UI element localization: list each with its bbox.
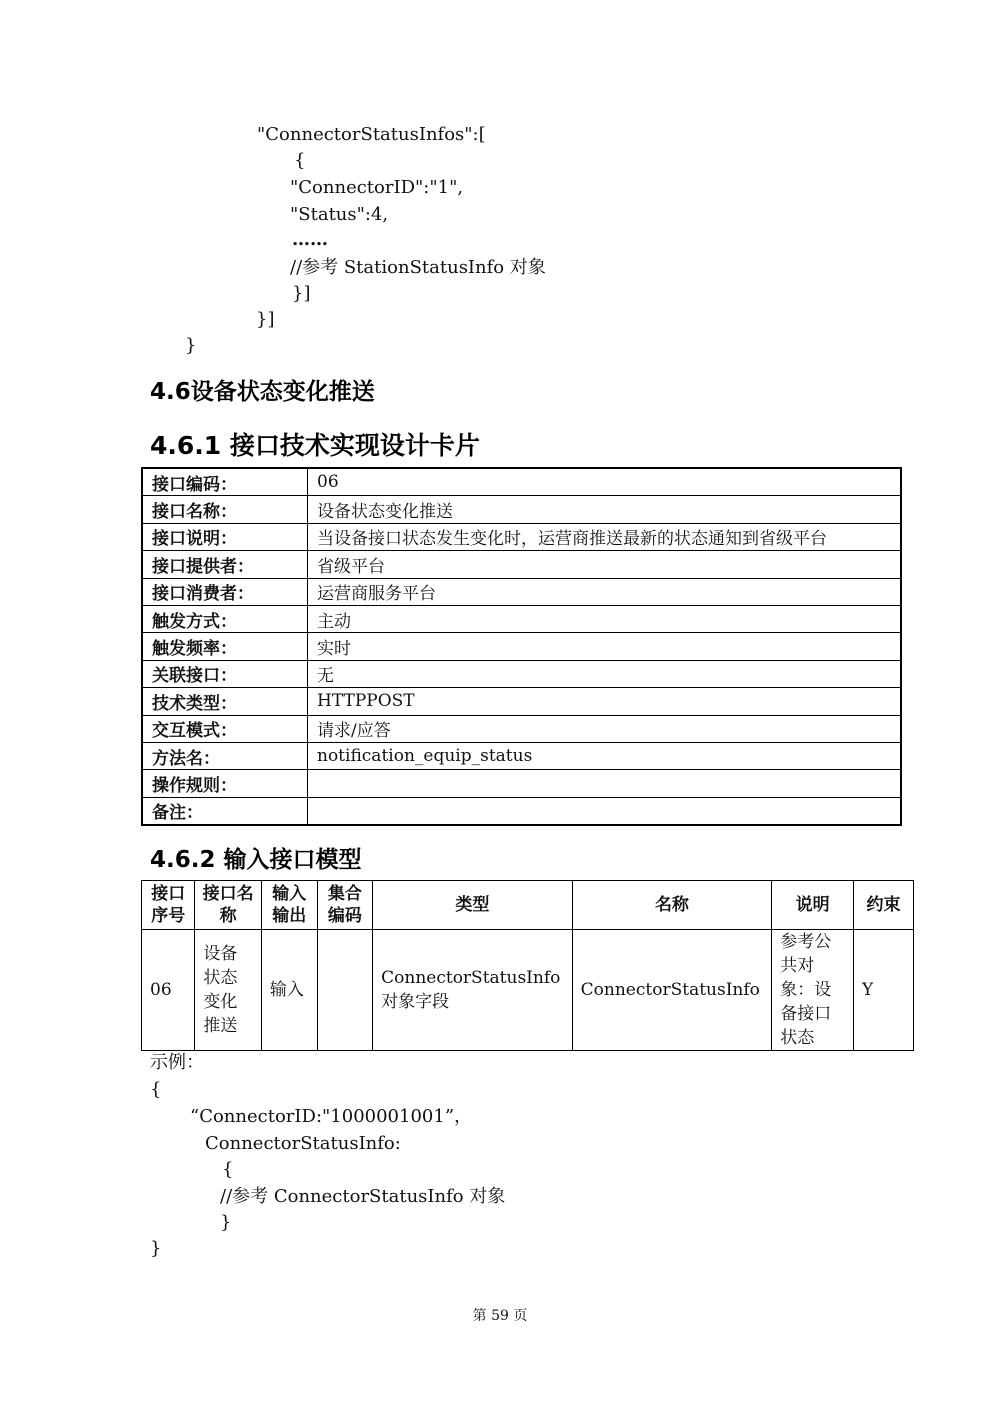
- header-cell: 说明: [772, 881, 854, 930]
- card-row: [142, 770, 901, 797]
- card-label: 备注：: [142, 797, 308, 825]
- card-row: [142, 633, 901, 660]
- example-line: “ConnectorID:"1000001001”，: [190, 1106, 473, 1127]
- code-line: }]: [256, 309, 275, 330]
- code-line: "Status":4,: [290, 204, 389, 225]
- table-cell: ConnectorStatusInfo对象字段: [373, 930, 573, 1051]
- card-label: 方法名：: [142, 742, 308, 769]
- table-header-row: [142, 881, 914, 930]
- card-value: notification_equip_status: [308, 742, 902, 769]
- model-heading: 4.6.2 输入接口模型: [150, 847, 362, 873]
- card-heading: 4.6.1 接口技术实现设计卡片: [150, 431, 480, 460]
- interface-card-table: [141, 467, 902, 826]
- card-row: [142, 496, 901, 523]
- example-line: }: [220, 1212, 232, 1233]
- table-cell: [317, 930, 373, 1051]
- header-cell: 名称: [572, 881, 772, 930]
- code-line: }]: [292, 283, 311, 304]
- card-row: [142, 715, 901, 742]
- card-value: 实时: [308, 633, 902, 660]
- card-value: 当设备接口状态发生变化时，运营商推送最新的状态通知到省级平台: [308, 523, 902, 550]
- code-line: "ConnectorStatusInfos":[: [257, 124, 486, 145]
- card-row: [142, 523, 901, 550]
- card-label: 触发频率：: [142, 633, 308, 660]
- section-heading: 4.6设备状态变化推送: [150, 379, 375, 405]
- table-cell: 参考公共对象：设备接口状态: [772, 930, 854, 1051]
- code-line: //参考 StationStatusInfo 对象: [290, 257, 546, 278]
- card-label: 接口说明：: [142, 523, 308, 550]
- card-label: 接口提供者：: [142, 551, 308, 578]
- code-line: "ConnectorID":"1",: [290, 177, 464, 198]
- card-label: 技术类型：: [142, 688, 308, 715]
- card-value: 主动: [308, 605, 902, 632]
- table-cell: ConnectorStatusInfo: [572, 930, 772, 1051]
- table-cell: 设备状态变化推送: [195, 930, 262, 1051]
- card-value: 省级平台: [308, 551, 902, 578]
- header-cell: 约束: [853, 881, 913, 930]
- table-cell: 06: [142, 930, 195, 1051]
- card-label: 触发方式：: [142, 605, 308, 632]
- code-line: ……: [292, 229, 328, 250]
- card-row: [142, 605, 901, 632]
- header-cell: 输入输出: [261, 881, 317, 930]
- example-label: 示例：: [150, 1052, 204, 1073]
- code-line: {: [294, 150, 306, 171]
- table-row: [142, 930, 914, 1051]
- page-number: 第 59 页: [472, 1308, 528, 1324]
- card-row: [142, 797, 901, 825]
- example-line: }: [150, 1238, 162, 1259]
- header-cell: 类型: [373, 881, 573, 930]
- card-label: 关联接口：: [142, 660, 308, 687]
- code-line: }: [185, 335, 197, 356]
- card-label: 接口名称：: [142, 496, 308, 523]
- card-label: 操作规则：: [142, 770, 308, 797]
- example-line: ConnectorStatusInfo:: [205, 1133, 401, 1154]
- card-value: 无: [308, 660, 902, 687]
- card-value: [308, 797, 902, 825]
- card-label: 交互模式：: [142, 715, 308, 742]
- table-cell: Y: [853, 930, 913, 1051]
- card-row: [142, 578, 901, 605]
- card-value: 运营商服务平台: [308, 578, 902, 605]
- input-model-table: [141, 880, 914, 1051]
- card-row: [142, 688, 901, 715]
- card-row: [142, 551, 901, 578]
- card-label: 接口编码：: [142, 468, 308, 496]
- header-cell: 接口名称: [195, 881, 262, 930]
- example-line: {: [222, 1159, 234, 1180]
- card-value: [308, 770, 902, 797]
- header-cell: 接口序号: [142, 881, 195, 930]
- card-value: 请求/应答: [308, 715, 902, 742]
- card-row: [142, 742, 901, 769]
- table-cell: 输入: [261, 930, 317, 1051]
- example-line: {: [150, 1079, 162, 1100]
- card-value: 设备状态变化推送: [308, 496, 902, 523]
- card-row: [142, 468, 901, 496]
- example-line: //参考 ConnectorStatusInfo 对象: [220, 1186, 506, 1207]
- card-label: 接口消费者：: [142, 578, 308, 605]
- card-value: HTTPPOST: [308, 688, 902, 715]
- header-cell: 集合编码: [317, 881, 373, 930]
- card-row: [142, 660, 901, 687]
- card-value: 06: [308, 468, 902, 496]
